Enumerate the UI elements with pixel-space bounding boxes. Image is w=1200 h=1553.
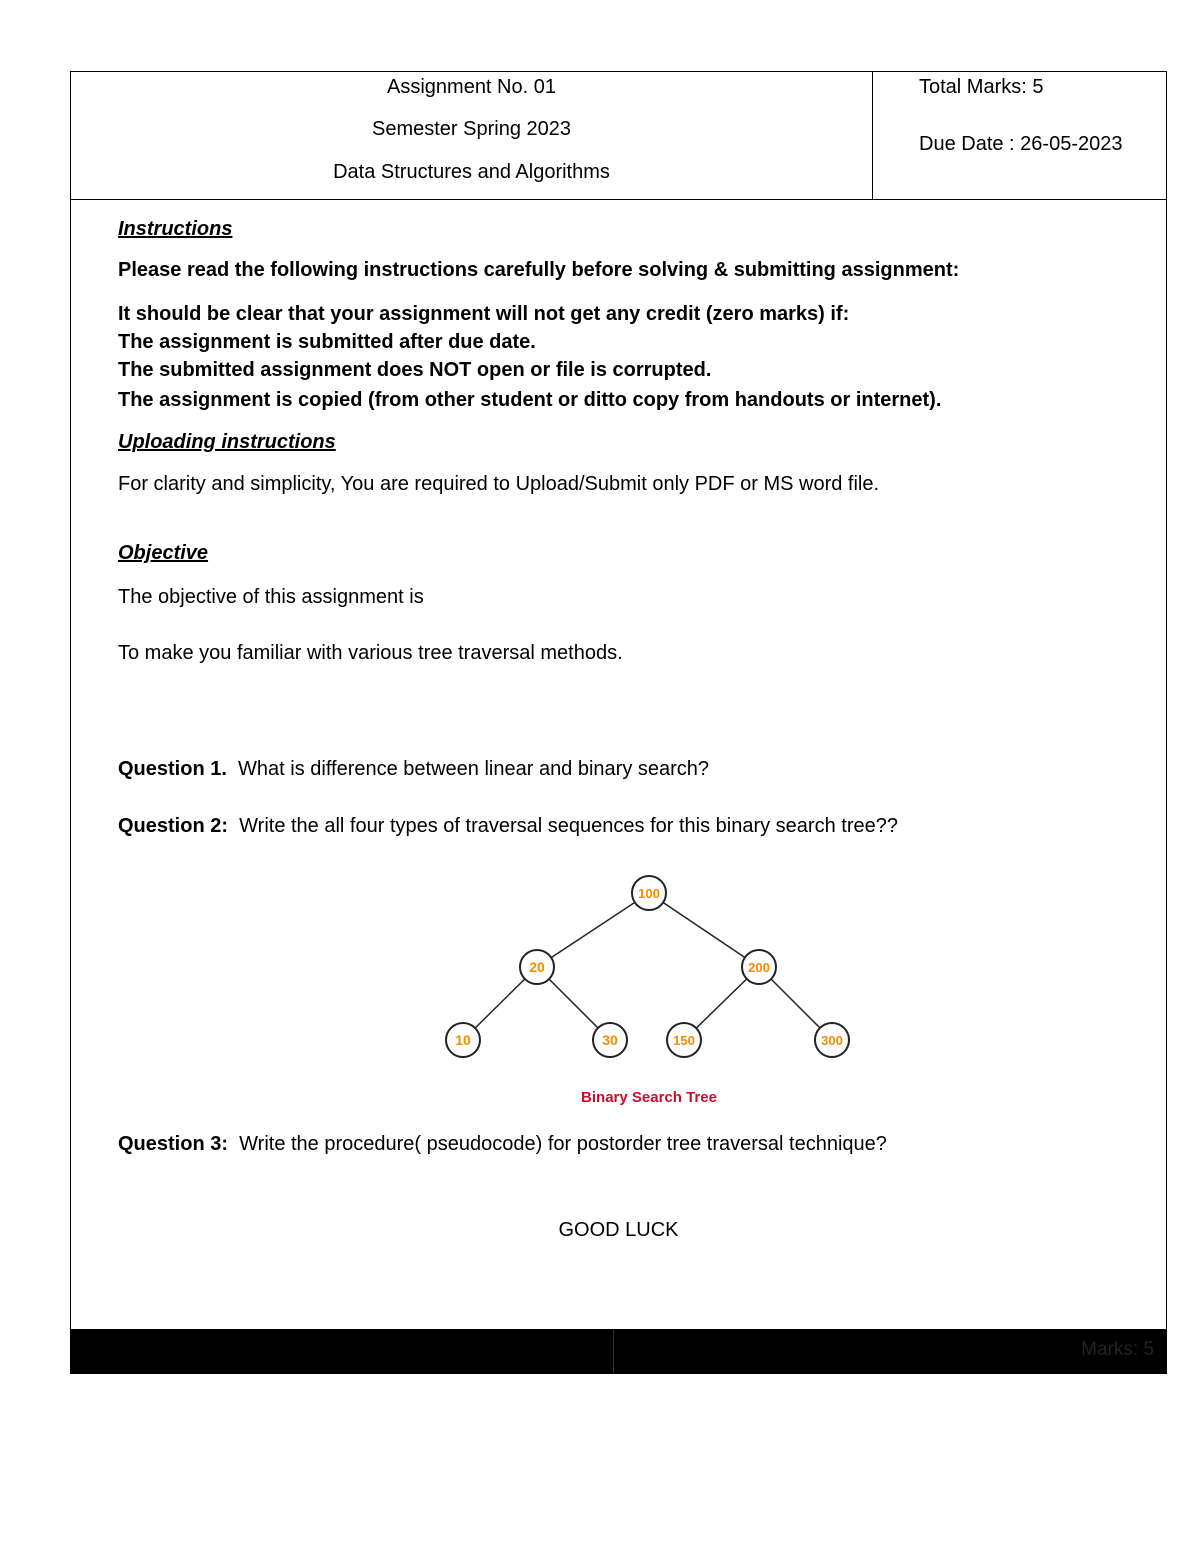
tree-node-label: 300 [821,1033,843,1048]
binary-search-tree-diagram [441,872,871,1112]
tree-nodes [446,876,849,1057]
tree-node-label: 20 [529,959,545,975]
question-3-label: Question 3: [118,1133,229,1155]
tree-node-300 [815,1023,849,1057]
tree-node-label: 200 [748,960,770,975]
tree-edge [649,893,759,967]
assignment-number: Assignment No. 01 [387,76,556,98]
tree-node-10 [446,1023,480,1057]
header-left-cell [71,72,873,200]
tree-node-20 [520,950,554,984]
semester: Semester Spring 2023 [371,118,571,140]
assignment-frame [70,71,1167,1374]
tree-node-100 [632,876,666,910]
tree-node-label: 150 [673,1033,695,1048]
question-3-text: Write the procedure( pseudocode) for postorder tree traversal technique? [239,1133,887,1155]
instructions-intro: Please read the following instructions carefully before solving & submitting assignment: [118,259,960,281]
tree-caption: Binary Search Tree [581,1089,717,1106]
question-2 [118,815,898,838]
good-luck: GOOD LUCK [558,1219,679,1241]
question-1 [118,758,709,781]
course-title: Data Structures and Algorithms [333,161,610,183]
objective-heading: Objective [118,542,209,564]
question-1-text: What is difference between linear and binary search? [238,758,710,780]
tree-node-label: 30 [602,1032,618,1048]
question-1-label: Question 1. [118,758,227,780]
instruction-item: The assignment is copied (from other student or ditto copy from handouts or internet). [118,389,942,411]
tree-node-label: 100 [638,886,660,901]
question-2-label: Question 2: [118,815,229,837]
tree-node-200 [742,950,776,984]
credit-line: It should be clear that your assignment will not get any credit (zero marks) if: [118,303,850,325]
due-date: Due Date : 26-05-2023 [919,133,1123,155]
instruction-item: The assignment is submitted after due date. [118,331,536,353]
objective-line-1: The objective of this assignment is [118,586,424,608]
objective-line-2: To make you familiar with various tree traversal methods. [118,642,623,664]
question-3 [118,1133,887,1156]
total-marks: Total Marks: 5 [919,76,1044,98]
footer-marks: Marks: 5 [1081,1339,1154,1360]
footer-divider [613,1329,614,1373]
tree-node-30 [593,1023,627,1057]
uploading-heading: Uploading instructions [118,431,336,453]
uploading-text: For clarity and simplicity, You are required to Upload/Submit only PDF or MS word file. [118,473,880,495]
tree-node-label: 10 [455,1032,471,1048]
footer-bar [71,1329,1166,1373]
instructions-heading: Instructions [118,218,233,240]
question-2-text: Write the all four types of traversal sequences for this binary search tree?? [239,815,898,837]
header-right-cell [873,72,1166,200]
tree-edge [537,893,649,967]
instruction-item: The submitted assignment does NOT open or file is corrupted. [118,359,712,381]
tree-node-150 [667,1023,701,1057]
